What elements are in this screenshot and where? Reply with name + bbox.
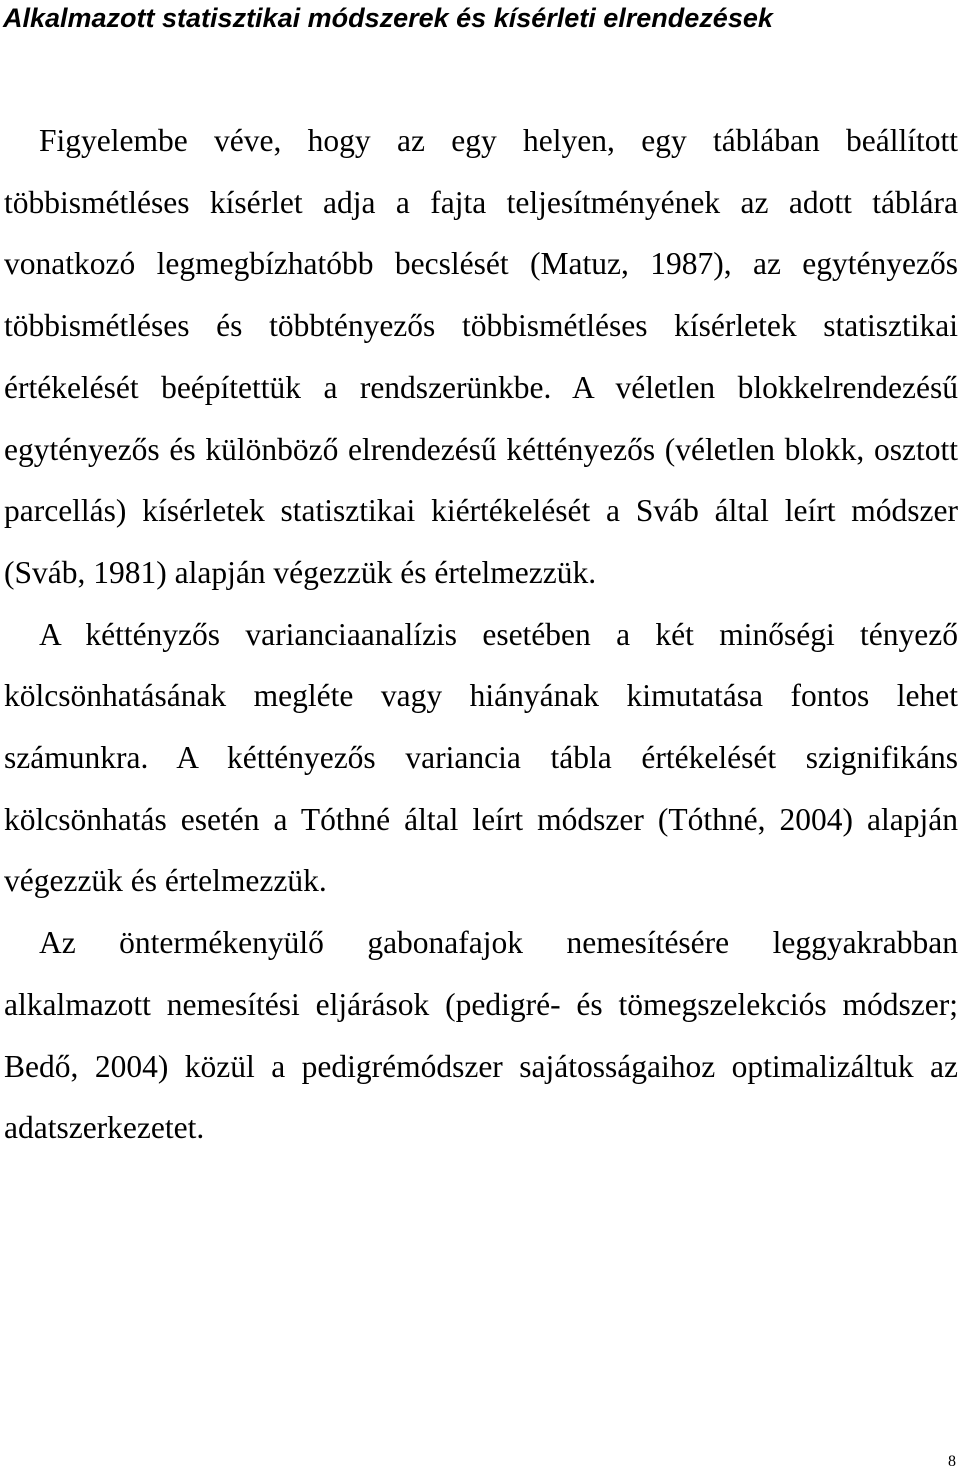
page-title: Alkalmazott statisztikai módszerek és kísérleti elrendezések <box>3 3 773 33</box>
paragraph-3: Az öntermékenyülő gabonafajok nemesítésére leggyakrabban alkalmazott nemesítési eljárások (pedigré- és tömegszelekciós módszer; Bedő, 2004) közül a pedigrémódszer sajátosságaihoz optimalizáltuk az adatszerkezetet. <box>4 925 958 1146</box>
page-number: 8 <box>948 1453 956 1470</box>
paragraph-2: A kéttényzős varianciaanalízis esetében a két minőségi tényező kölcsönhatásának megléte vagy hiányának kimutatása fontos lehet számunkra. A kéttényezős variancia tábla értékelését szignifikáns kölcsönhatás esetén a Tóthné által leírt módszer (Tóthné, 2004) alapján végezzük és értelmezzük. <box>4 616 958 899</box>
paragraph-1: Figyelembe véve, hogy az egy helyen, egy táblában beállított többismétléses kísérlet adja a fajta teljesítményének az adott táblára vonatkozó legmegbízhatóbb becslését (Matuz, 1987), az egytényezős többismétléses és többtényezős többismétléses kísérletek statisztikai értékelését beépítettük a rendszerünkbe. A véletlen blokkelrendezésű egytényezős és különböző elrendezésű kéttényezős (véletlen blokk, osztott parcellás) kísérletek statisztikai kiértékelését a Sváb által leírt módszer (Sváb, 1981) alapján végezzük és értelmezzük. <box>4 123 958 590</box>
body-text <box>4 110 958 1159</box>
